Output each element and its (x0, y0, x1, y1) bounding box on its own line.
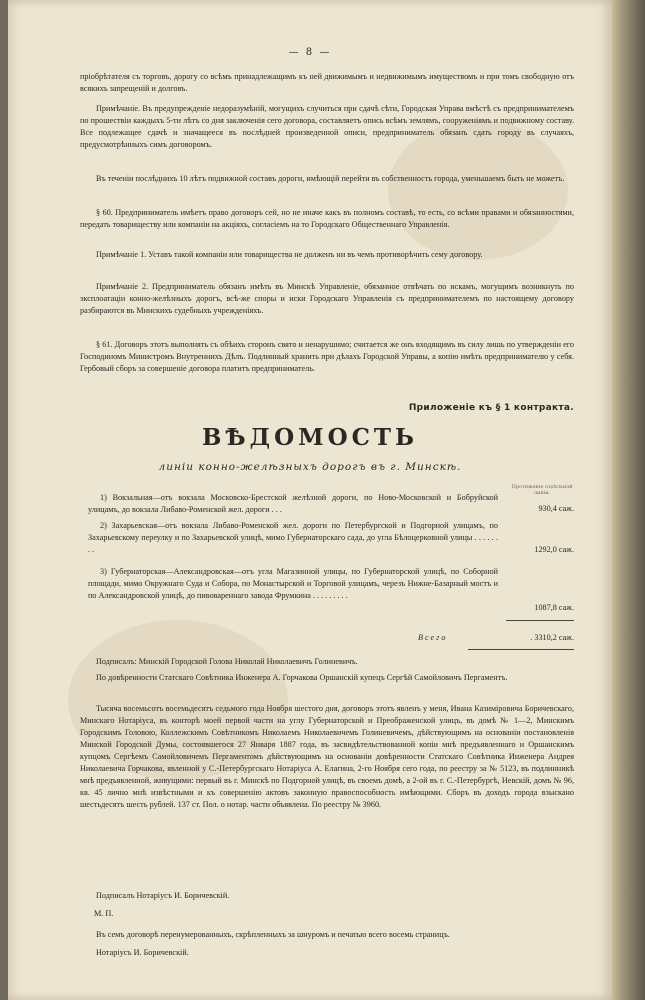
length-column-header: Протяженіе отдѣльной линіи. (511, 484, 573, 496)
paragraph-note-2: Примѣчаніе 1. Уставъ такой компаніи или товарищества не долженъ ни въ чемъ противорѣчить сему договору. (96, 250, 483, 259)
route-1: 1) Вокзальная—отъ вокзала Московско-Брестской желѣзной дороги, по Ново-Московской и Бобруйской улицамъ, до вокзала Либаво-Роменской жел. дороги . . . (88, 493, 498, 514)
total-rule (506, 620, 574, 621)
document-page (8, 0, 612, 1000)
appendix-label: Приложеніе къ § 1 контракта. (408, 403, 574, 413)
document-subtitle: линіи конно-желѣзныхъ дорогъ въ г. Минскѣ. (158, 461, 462, 473)
page-edge (612, 0, 645, 1000)
paragraph-3: Въ теченіи послѣднихъ 10 лѣтъ подвижной составъ дороги, имѣющій перейти въ собственность города, уменьшаемъ быть не можетъ. (96, 174, 565, 183)
total-label: Всего (418, 633, 448, 642)
paragraph-note-3: Примѣчаніе 2. Предприниматель обязанъ имѣть въ Минскѣ Управленіе, обязанное отвѣчать по искамъ, могущимъ возникнуть по эксплоатаціи конно-желѣзныхъ дорогъ, всѣ-же споры и иски Городскаго Управленія съ предпринимателемъ по настоящему договору разбираются въ Минскихъ судебныхъ учрежденіяхъ. (80, 282, 574, 315)
page-number: — 8 — (288, 47, 332, 58)
route-1-length: 930,4 саж. (538, 504, 574, 513)
signature-mayor: Подписалъ: Минскій Городской Голова Николай Николаевичъ Голиневичъ. (96, 657, 358, 666)
paragraph-note-1: Примѣчаніе. Въ предупрежденіе недоразумѣній, могущихъ случиться при сдачѣ сѣти, Городская Управа вмѣстѣ съ предпринимателемъ по прошествіи каждыхъ 5-ти лѣтъ со дня заключенія сего договора, составляетъ опись всѣмъ землямъ, сооруженіямъ и подвижному составу. Все подлежащее сдачѣ и значащееся въ послѣдней произведенной описи, предприниматель обязанъ сдать городу въ случаяхъ, предусмотрѣнныхъ симъ договоромъ. (80, 104, 574, 149)
paragraph-section-60: § 60. Предприниматель имѣетъ право договоръ сей, но не иначе какъ въ полномъ составѣ, то есть, со всѣми правами и обязанностями, передать товариществу или компаніи на акціяхъ, согласіемъ на то Городскаго Общественнаго Управленія. (80, 208, 574, 229)
seal-place: М. П. (94, 909, 114, 918)
paragraph-1: пріобрѣтателя съ торговъ, дорогу со всѣмъ принадлежащимъ къ ней движимымъ и недвижимымъ имуществомъ и при томъ свободную отъ всякихъ запрещеній и долговъ. (80, 72, 574, 93)
notary-certification: Тысяча восемьсотъ восемьдесятъ седьмого года Ноября шестого дня, договоръ этотъ явленъ у меня, Ивана Казиміровича Боричевскаго, Минскаго Нотаріуса, въ конторѣ моей первой части на углу Губернаторской и Преображенской улицъ, въ домѣ № 1—2, Минскимъ Городскимъ Головою, Коллежскимъ Совѣтникомъ Николаемъ Николаевичемъ Голиневичемъ, дѣйствующимъ на основаніи постановленія Минской Городской Думы, состоявшегося 27 Января 1887 года, въ засвидѣтельствованной копіи мнѣ предъявленнаго и Оршанскимъ купцомъ Сергѣемъ Самойловичемъ Пергаментомъ дѣйствующимъ на основаніи довѣренности Статскаго Совѣтника Инженера Андрея Николаевича Горчакова, явленной у С.-Петербургскаго Нотаріуса А. Елагина, 2-го Ноября сего года, по реестру за № 5123, въ подлинникѣ мнѣ предъявленной, живущими: первый въ г. Минскѣ по Подгорной улицѣ, въ своемъ домѣ, а 2-ой въ г. С.-Петербургѣ, Невскій, домъ № 96, кв. 45 лично мнѣ извѣстными и къ совершенію актовъ законную правоспособность имѣющими. Сборъ въ доходъ города взыскано шестьдесятъ шесть рублей. 137 ст. Пол. о нотар. части объявлена. По реестру № 3960. (80, 704, 574, 809)
paragraph-section-61: § 61. Договоръ этотъ выполнять съ обѣихъ сторонъ свято и ненарушимо; считается же онъ входящимъ въ силу лишь по утвержденіи его Господиномъ Министромъ Внутреннихъ Дѣлъ. Подлинный хранить при дѣлахъ Городской Управы, а копію имѣть предпринимателю у себя. Гербовый сборъ за совершеніе договора платитъ предприниматель. (80, 340, 574, 373)
route-2: 2) Захарьевская—отъ вокзала Либаво-Роменской жел. дороги по Петербургской и Подгорной улицамъ, по Захарьевскому переулку и по Захарьевской улицѣ, мимо Губернаторскаго сада, до угла Бѣлоцерковной улицы . . . . . . . . (88, 521, 498, 554)
document-title: ВѢДОМОСТЬ (201, 424, 419, 451)
notary-signed: Подписалъ Нотаріусъ И. Боричевскій. (96, 891, 230, 900)
pages-note: Въ семъ договорѣ перенумерованныхъ, скрѣпленныхъ за шнуромъ и печатью всего восемь страницъ. (96, 930, 450, 939)
total-value: . 3310,2 саж. (530, 633, 574, 642)
signature-attorney: По довѣренности Статскаго Совѣтника Инженера А. Горчакова Оршанскій купецъ Сергѣй Самойловичъ Пергаментъ. (96, 673, 508, 682)
total-underline (468, 649, 574, 650)
final-signature: Нотаріусъ И. Боричевскій. (96, 948, 189, 957)
route-3-length: 1087,8 саж. (534, 603, 574, 612)
route-3: 3) Губернаторская—Александровская—отъ угла Магазинной улицы, по Губернаторской улицѣ, по Соборной площади, мимо Окружнаго Суда и Собора, по Монастырской и Торговой улицамъ, черезъ Нижне-Базарный мостъ и по Александровской улицѣ, до пивовареннаго завода Фрумкина . . . . . . . . . (88, 567, 498, 600)
route-2-length: 1292,0 саж. (534, 545, 574, 554)
